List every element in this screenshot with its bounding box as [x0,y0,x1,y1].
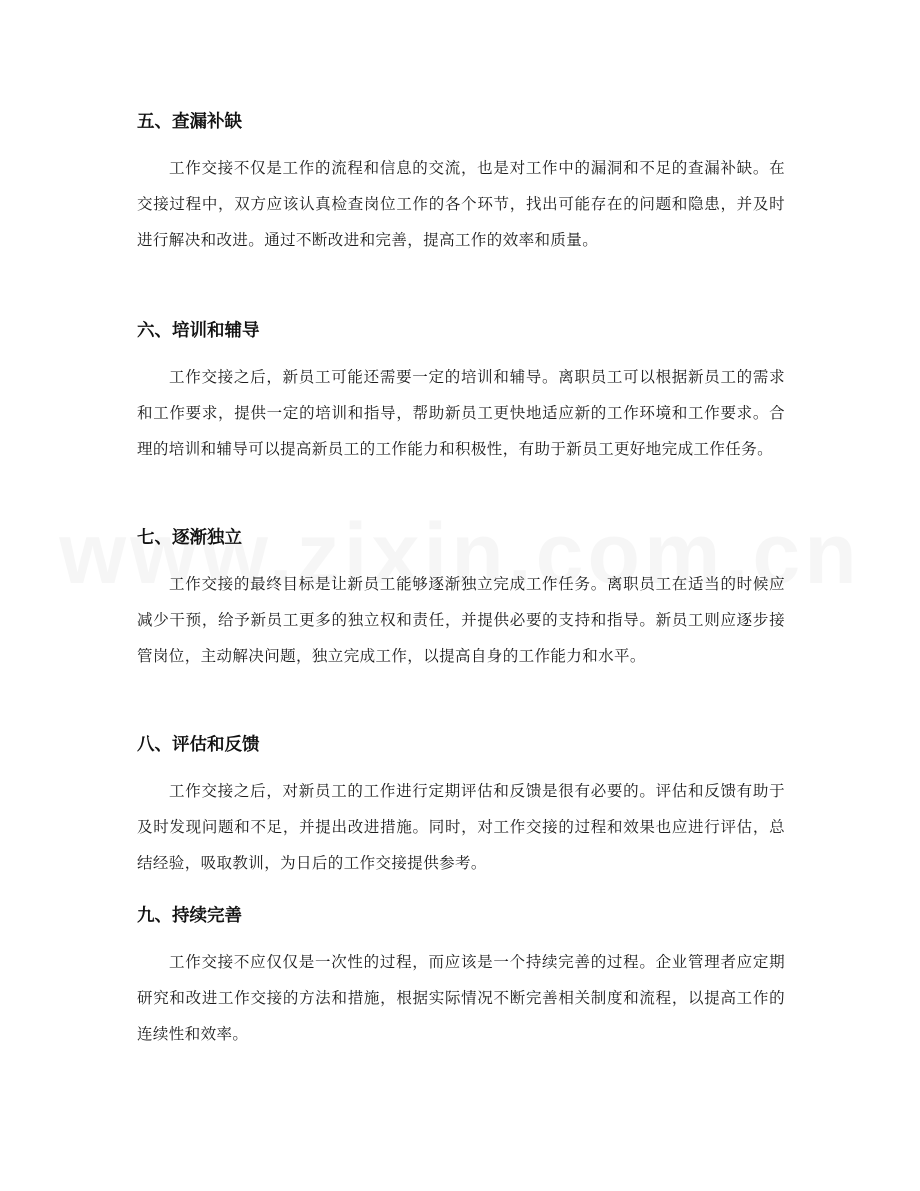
section-8 [137,723,785,891]
section-heading: 八、评估和反馈 [137,735,260,755]
section-paragraph: 工作交接不仅是工作的流程和信息的交流，也是对工作中的漏洞和不足的查漏补缺。在交接过程中，双方应该认真检查岗位工作的各个环节，找出可能存在的问题和隐患，并及时进行解决和改进。通过不断改进和完善，提高工作的效率和质量。 [137,159,785,249]
section-9 [137,894,785,1062]
section-6 [137,309,785,477]
section-paragraph: 工作交接的最终目标是让新员工能够逐渐独立完成工作任务。离职员工在适当的时候应减少干预，给予新员工更多的独立权和责任，并提供必要的支持和指导。新员工则应逐步接管岗位，主动解决问题，独立完成工作，以提高自身的工作能力和水平。 [137,575,785,665]
section-5 [137,100,785,268]
section-paragraph: 工作交接之后，对新员工的工作进行定期评估和反馈是很有必要的。评估和反馈有助于及时发现问题和不足，并提出改进措施。同时，对工作交接的过程和效果也应进行评估，总结经验，吸取教训，为日后的工作交接提供参考。 [137,782,785,872]
section-paragraph: 工作交接之后，新员工可能还需要一定的培训和辅导。离职员工可以根据新员工的需求和工作要求，提供一定的培训和指导，帮助新员工更快地适应新的工作环境和工作要求。合理的培训和辅导可以提高新员工的工作能力和积极性，有助于新员工更好地完成工作任务。 [137,368,785,458]
section-7 [137,516,785,684]
section-paragraph: 工作交接不应仅仅是一次性的过程，而应该是一个持续完善的过程。企业管理者应定期研究和改进工作交接的方法和措施，根据实际情况不断完善相关制度和流程，以提高工作的连续性和效率。 [137,953,785,1043]
section-heading: 九、持续完善 [137,906,242,926]
section-heading: 五、查漏补缺 [137,112,242,132]
section-heading: 七、逐渐独立 [137,528,242,548]
section-heading: 六、培训和辅导 [137,321,260,341]
